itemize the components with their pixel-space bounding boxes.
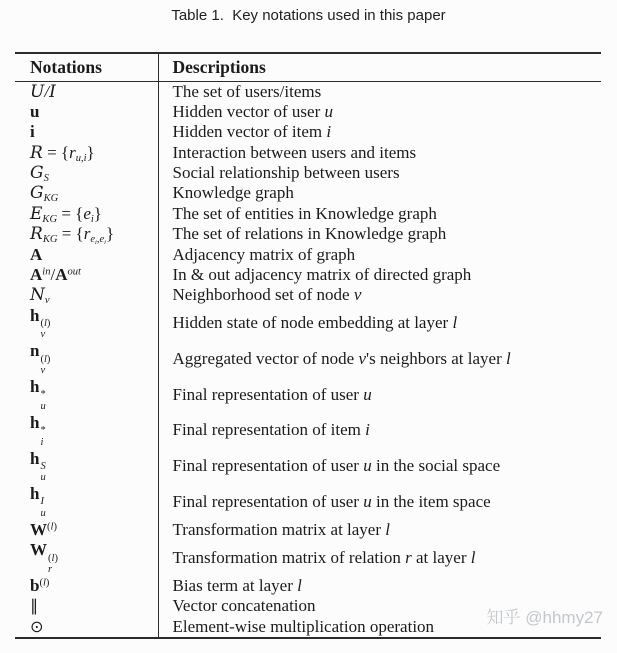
math-token: r — [83, 224, 91, 244]
math-token — [90, 234, 106, 244]
math-token: v — [40, 329, 46, 341]
math-token: * — [40, 389, 46, 401]
description-cell — [158, 576, 601, 596]
math-token: ( — [48, 552, 52, 564]
math-token: l — [297, 575, 302, 595]
math-token: KG — [43, 193, 59, 204]
math-token: l — [43, 318, 47, 330]
description-cell — [158, 285, 601, 305]
math-token — [45, 295, 50, 305]
table-row — [15, 484, 601, 520]
math-token: } — [105, 224, 115, 244]
description-cell — [158, 102, 601, 122]
math-token: ) — [46, 353, 51, 365]
math-token: out — [67, 266, 81, 278]
math-token: u — [363, 456, 372, 476]
math-token: = { — [42, 142, 70, 162]
description-cell — [158, 244, 601, 264]
math-token: Vector concatenation — [172, 596, 316, 616]
math-token — [42, 214, 57, 224]
math-token: KG — [42, 234, 58, 245]
math-token: u — [363, 384, 372, 404]
math-token — [43, 234, 58, 244]
math-token: ⊙ — [30, 616, 44, 636]
math-token: U — [30, 81, 45, 102]
math-token: Final representation of item — [172, 420, 366, 440]
math-token: i — [30, 122, 35, 142]
math-token: v — [353, 285, 362, 305]
math-token: r — [69, 142, 76, 162]
description-cell — [158, 224, 601, 244]
math-token: j — [104, 239, 106, 245]
math-token — [40, 318, 50, 341]
math-token: i — [83, 152, 87, 163]
table-body — [15, 81, 601, 638]
header-notations: Notations — [15, 53, 158, 81]
description-cell — [158, 81, 601, 102]
table-row — [15, 305, 601, 341]
notation-table — [15, 52, 601, 639]
math-token: KG — [42, 214, 58, 225]
math-token: u — [40, 400, 46, 412]
math-token: R — [30, 142, 43, 163]
math-token: A — [30, 264, 43, 284]
table-row — [15, 122, 601, 142]
math-token: l — [51, 552, 55, 564]
math-token: l — [43, 353, 47, 365]
notation-cell — [15, 122, 158, 142]
math-token: Final representation of user — [172, 456, 364, 476]
watermark: 知乎 @hhmy27 — [486, 608, 603, 627]
notation-cell — [15, 616, 158, 638]
table-row — [15, 81, 601, 102]
math-token: G — [30, 163, 44, 184]
description-cell — [158, 484, 601, 520]
math-token: Neighborhood set of node — [172, 285, 354, 305]
math-token: h — [30, 412, 40, 432]
notation-cell — [15, 596, 158, 616]
math-token: W — [30, 519, 47, 539]
table-row — [15, 224, 601, 244]
math-token: i — [326, 122, 332, 142]
math-token: / — [44, 81, 50, 101]
math-token: u — [324, 102, 334, 122]
math-token: r — [405, 547, 412, 567]
math-token: Social relationship between users — [172, 163, 400, 183]
math-token — [44, 173, 49, 183]
math-token: } — [86, 142, 95, 162]
math-token — [40, 354, 50, 377]
math-token: = { — [57, 224, 84, 244]
table-row — [15, 576, 601, 596]
math-token: n — [30, 341, 40, 361]
math-token: S — [40, 460, 46, 472]
math-token: Hidden vector of item — [172, 122, 327, 142]
math-token: i — [365, 420, 370, 440]
table-row — [15, 377, 601, 413]
math-token: in — [42, 266, 51, 278]
math-token — [44, 194, 59, 204]
table-row — [15, 163, 601, 183]
math-token: u — [40, 472, 46, 484]
table-row — [15, 204, 601, 224]
math-token: l — [385, 519, 390, 539]
table-row — [15, 102, 601, 122]
notation-cell — [15, 224, 158, 244]
table-row — [15, 285, 601, 305]
table-row — [15, 448, 601, 484]
table-header — [15, 53, 601, 81]
notation-cell — [15, 183, 158, 203]
math-token: i — [90, 214, 94, 225]
math-token: , — [96, 234, 100, 245]
math-token — [40, 389, 45, 412]
math-token: Bias term at layer — [172, 575, 298, 595]
math-token: G — [30, 183, 44, 204]
math-token: Knowledge graph — [172, 183, 294, 203]
description-cell — [158, 305, 601, 341]
math-token: The set of users/items — [172, 81, 322, 101]
math-token: Final representation of user — [172, 384, 364, 404]
math-token: h — [30, 484, 40, 504]
notation-cell — [15, 520, 158, 540]
table-row — [15, 143, 601, 163]
math-token: v — [358, 349, 367, 368]
math-token: Final representation of user — [172, 491, 364, 511]
math-token: v — [44, 295, 50, 306]
table-row — [15, 341, 601, 377]
notation-cell — [15, 102, 158, 122]
math-token: l — [506, 349, 511, 368]
math-token: ) — [53, 521, 57, 533]
notation-cell — [15, 204, 158, 224]
notation-cell — [15, 484, 158, 520]
notation-cell — [15, 143, 158, 163]
math-token: Hidden vector of user — [172, 102, 325, 122]
description-cell — [158, 122, 601, 142]
math-token: ( — [39, 577, 43, 589]
notation-cell — [15, 244, 158, 264]
math-token: ) — [46, 318, 51, 330]
math-token — [40, 425, 45, 448]
math-token: in the item space — [371, 491, 491, 511]
notation-cell — [15, 377, 158, 413]
notation-cell — [15, 265, 158, 285]
math-token: R — [30, 224, 43, 245]
math-token: E — [30, 203, 43, 224]
notation-cell — [15, 413, 158, 449]
math-token: r — [48, 563, 53, 575]
math-token: } — [93, 203, 102, 223]
math-token: 's neighbors at layer — [366, 349, 506, 368]
math-token: A — [30, 244, 43, 264]
description-cell — [158, 265, 601, 285]
math-token: Interaction between users and items — [172, 142, 417, 162]
math-token: S — [43, 173, 49, 184]
math-token: h — [30, 377, 40, 397]
math-token: / — [50, 264, 56, 284]
math-token: * — [40, 425, 46, 437]
math-token: I — [49, 81, 56, 102]
math-token — [68, 267, 81, 278]
math-token: b — [30, 575, 40, 595]
notation-cell — [15, 576, 158, 596]
math-token — [40, 496, 45, 519]
math-token: h — [30, 448, 40, 468]
math-token: ∥ — [30, 596, 39, 616]
math-token: e — [83, 203, 91, 223]
math-token: I — [40, 496, 44, 508]
math-token: Transformation matrix of relation — [172, 547, 406, 567]
math-token: l — [452, 313, 458, 333]
math-token: v — [40, 365, 46, 377]
table-row — [15, 244, 601, 264]
description-cell — [158, 520, 601, 540]
math-token: Adjacency matrix of graph — [172, 244, 356, 264]
math-token: The set of relations in Knowledge graph — [172, 224, 447, 244]
math-token: Transformation matrix at layer — [172, 519, 386, 539]
table-row — [15, 183, 601, 203]
description-cell — [158, 341, 601, 377]
table-row — [15, 413, 601, 449]
math-token: Hidden state of node embedding at layer — [172, 313, 453, 333]
math-token: = { — [57, 203, 84, 223]
math-token — [48, 553, 58, 576]
math-token: l — [50, 521, 54, 533]
notation-cell — [15, 81, 158, 102]
math-token: u — [363, 491, 372, 511]
notation-cell — [15, 305, 158, 341]
math-token: In & out adjacency matrix of directed graph — [172, 264, 472, 284]
math-token: u — [75, 152, 81, 163]
notation-cell — [15, 163, 158, 183]
math-token: e — [99, 234, 105, 245]
description-cell — [158, 143, 601, 163]
table-caption: Table 1. Key notations used in this paper — [171, 7, 446, 24]
math-token: u — [30, 102, 40, 122]
math-token: W — [30, 540, 47, 560]
notation-cell — [15, 341, 158, 377]
math-token: , — [80, 152, 84, 163]
table-row — [15, 265, 601, 285]
header-descriptions: Descriptions — [158, 53, 601, 81]
table-row — [15, 540, 601, 576]
math-token: at layer — [411, 547, 471, 567]
math-token: The set of entities in Knowledge graph — [172, 203, 437, 223]
math-token — [76, 153, 87, 163]
math-token: e — [90, 234, 96, 245]
math-token: ( — [47, 521, 51, 533]
math-token: i — [95, 239, 97, 245]
notation-cell — [15, 448, 158, 484]
math-token: ) — [54, 552, 58, 564]
notation-cell — [15, 285, 158, 305]
math-token: A — [55, 264, 68, 284]
math-token: Aggregated vector of node — [172, 349, 359, 368]
math-token: h — [30, 305, 40, 325]
math-token: N — [30, 285, 45, 306]
header-row — [15, 53, 601, 81]
math-token: ( — [40, 353, 44, 365]
math-token: i — [40, 436, 44, 448]
notation-cell — [15, 540, 158, 576]
math-token: l — [42, 577, 46, 589]
description-cell — [158, 448, 601, 484]
description-cell — [158, 540, 601, 576]
description-cell — [158, 163, 601, 183]
description-cell — [158, 413, 601, 449]
math-token — [39, 578, 49, 589]
math-token — [47, 522, 57, 533]
math-token: Element-wise multiplication operation — [172, 616, 435, 636]
table-row — [15, 520, 601, 540]
math-token: u — [40, 507, 46, 519]
description-cell — [158, 183, 601, 203]
math-token: ) — [45, 577, 50, 589]
math-token: ( — [40, 318, 44, 330]
description-cell — [158, 377, 601, 413]
math-token: l — [470, 547, 476, 567]
math-token — [40, 461, 45, 484]
math-token: in the social space — [371, 456, 501, 476]
description-cell — [158, 204, 601, 224]
